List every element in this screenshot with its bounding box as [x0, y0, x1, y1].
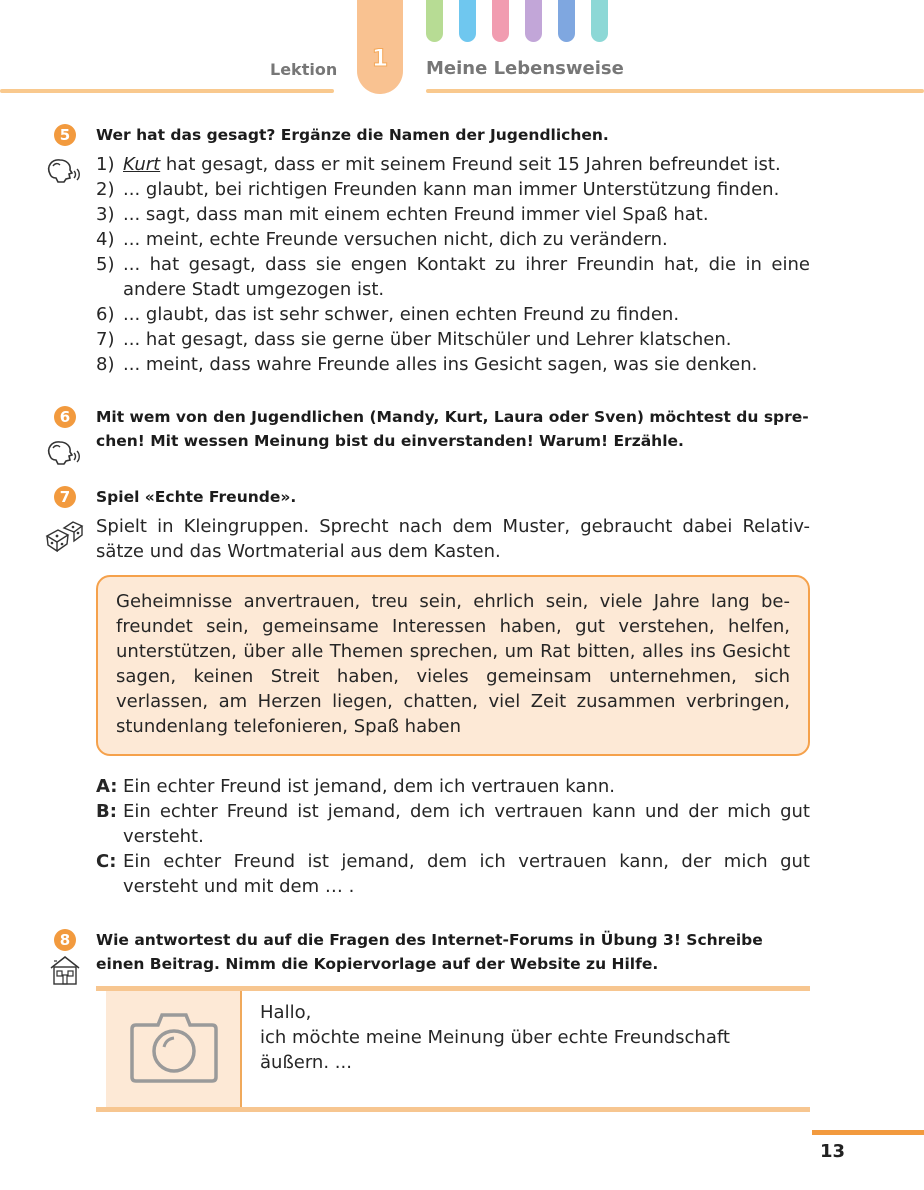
speaker-label: C:	[96, 851, 117, 872]
header-rule-right	[426, 89, 924, 93]
speaker-text: Ein echter Freund ist jemand, dem ich vertrauen kann und der mich gut versteht.	[123, 801, 810, 847]
list-item	[96, 327, 810, 352]
item-sentence: hat gesagt, dass er mit seinem Freund seit 15 Jahren befreundet ist.	[160, 154, 781, 175]
list-item	[96, 177, 810, 202]
item-sentence: ... sagt, dass man mit einem echten Freund immer viel Spaß hat.	[123, 204, 709, 225]
exercise-7-instruction: Spielt in Kleingruppen. Sprecht nach dem Muster, gebraucht dabei Relativ-sätze und das Wortmaterial aus dem Kasten.	[96, 516, 810, 562]
item-number: 4)	[96, 229, 115, 250]
photo-placeholder	[106, 991, 242, 1107]
letter-text	[260, 1000, 730, 1075]
item-sentence: ... meint, dass wahre Freunde alles ins Gesicht sagen, was sie denken.	[123, 354, 758, 375]
item-text	[123, 252, 810, 302]
exercise-8-number: 8	[54, 929, 76, 951]
letter-line: ich möchte meine Meinung über echte Freundschaft	[260, 1027, 730, 1048]
camera-icon	[128, 1005, 220, 1085]
item-text	[123, 177, 810, 202]
speaker-label: B:	[96, 801, 117, 822]
item-number: 2)	[96, 179, 115, 200]
page-number-rule	[812, 1130, 924, 1135]
color-tab	[492, 0, 509, 42]
letter-rule-bottom	[96, 1107, 810, 1112]
letter-line: äußern. ...	[260, 1052, 352, 1073]
item-sentence: ... glaubt, bei richtigen Freunden kann man immer Unterstützung finden.	[123, 179, 780, 200]
house-icon	[48, 953, 82, 991]
speaker-text: Ein echter Freund ist jemand, dem ich vertrauen kann, der mich gut versteht und mit dem … .	[123, 851, 810, 897]
color-tab	[525, 0, 542, 42]
list-item	[96, 227, 810, 252]
item-number: 8)	[96, 354, 115, 375]
list-item	[96, 352, 810, 377]
item-number: 6)	[96, 304, 115, 325]
speaker-text: Ein echter Freund ist jemand, dem ich vertrauen kann.	[123, 776, 615, 797]
exercise-8-heading: Wie antwortest du auf die Fragen des Internet-Forums in Übung 3! Schreibe einen Beitrag. Nimm die Kopiervorlage auf der Website zu Hilfe.	[96, 931, 763, 973]
exercise-7-heading: Spiel «Echte Freunde».	[96, 488, 297, 506]
color-tab	[591, 0, 608, 42]
item-text	[123, 327, 810, 352]
exercise-5-list	[96, 152, 810, 377]
item-number: 3)	[96, 204, 115, 225]
dialog-line	[96, 799, 810, 849]
item-number: 5)	[96, 254, 115, 275]
list-item	[96, 252, 810, 302]
example-dialog	[96, 774, 810, 899]
exercise-7-number: 7	[54, 486, 76, 508]
example-answer: Kurt	[123, 154, 161, 175]
item-text	[123, 152, 810, 177]
item-sentence: ... hat gesagt, dass sie engen Kontakt zu ihrer Freundin hat, die in eine andere Stadt umgezogen ist.	[123, 254, 810, 300]
chapter-title: Meine Lebensweise	[426, 58, 624, 79]
item-text	[123, 352, 810, 377]
lektion-label: Lektion	[270, 60, 338, 79]
exercise-5-number: 5	[54, 124, 76, 146]
dialog-line	[96, 774, 810, 799]
item-sentence: ... meint, echte Freunde versuchen nicht, dich zu verändern.	[123, 229, 668, 250]
list-item	[96, 302, 810, 327]
list-item	[96, 202, 810, 227]
header-rule-left	[0, 89, 334, 93]
item-sentence: ... glaubt, das ist sehr schwer, einen echten Freund zu finden.	[123, 304, 680, 325]
letter-template	[96, 986, 810, 1112]
page-number: 13	[820, 1141, 846, 1162]
lesson-number: 1	[371, 44, 389, 72]
speaker-label: A:	[96, 776, 118, 797]
exercise-6-heading: Mit wem von den Jugendlichen (Mandy, Kurt, Laura oder Sven) möchtest du spre-chen! Mit wessen Meinung bist du einverstanden! Warum! Erzähle.	[96, 408, 809, 450]
dice-icon	[44, 518, 84, 556]
exercise-5-heading: Wer hat das gesagt? Ergänze die Namen der Jugendlichen.	[96, 126, 609, 144]
speaking-head-icon	[44, 156, 82, 190]
color-tab	[558, 0, 575, 42]
item-text	[123, 227, 810, 252]
list-item	[96, 152, 810, 177]
speaking-head-icon	[44, 438, 82, 472]
item-number: 7)	[96, 329, 115, 350]
color-tab	[459, 0, 476, 42]
item-text	[123, 302, 810, 327]
item-sentence: ... hat gesagt, dass sie gerne über Mitschüler und Lehrer klatschen.	[123, 329, 732, 350]
dialog-line	[96, 849, 810, 899]
color-tabs	[426, 0, 608, 42]
letter-line: Hallo,	[260, 1002, 312, 1023]
color-tab	[426, 0, 443, 42]
exercise-6-number: 6	[54, 406, 76, 428]
item-text	[123, 202, 810, 227]
item-number: 1)	[96, 154, 115, 175]
word-box: Geheimnisse anvertrauen, treu sein, ehrlich sein, viele Jahre lang be-freundet sein, gemeinsame Interessen haben, gut verstehen, helfen, unterstützen, über alle Themen sprechen, um Rat bitten, alles ins Gesicht sagen, keinen Streit haben, vieles gemeinsam unternehmen, sich verlassen, am Herzen liegen, chatten, viel Zeit zusammen verbringen, stundenlang telefonieren, Spaß haben	[96, 575, 810, 756]
